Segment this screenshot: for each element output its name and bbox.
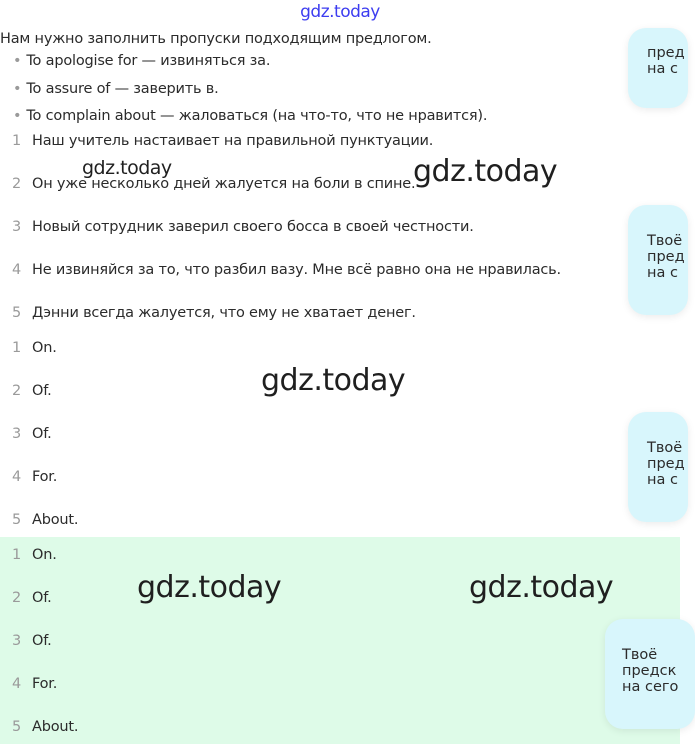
promo-line: на сего — [622, 679, 679, 695]
sentence-text: Новый сотрудник заверил своего босса в своей честности. — [32, 219, 474, 235]
sentence-number: 4 — [12, 262, 22, 278]
answer-text: On. — [32, 547, 57, 563]
bullet-item — [13, 108, 487, 124]
answer-number: 1 — [12, 547, 22, 563]
answer-number: 5 — [12, 719, 22, 735]
watermark: gdz.today — [469, 570, 614, 605]
watermark: gdz.today — [82, 157, 172, 179]
bullet-dot-icon: • — [13, 108, 22, 124]
promo-line: на с — [647, 61, 678, 77]
answer-number: 4 — [12, 676, 22, 692]
answer-text: On. — [32, 340, 57, 356]
promo-line: пред — [647, 249, 685, 265]
answer-number: 2 — [12, 590, 22, 606]
sentence-number: 5 — [12, 305, 22, 321]
promo-line: пред — [647, 456, 685, 472]
answer-text: About. — [32, 512, 79, 528]
answer-text: For. — [32, 676, 58, 692]
sentence-number: 1 — [12, 133, 22, 149]
promo-line: Твоё — [622, 647, 658, 663]
sentence-text: Наш учитель настаивает на правильной пунктуации. — [32, 133, 434, 149]
promo-line: предск — [622, 663, 677, 679]
promo-card[interactable] — [628, 412, 688, 522]
sentence-number: 2 — [12, 176, 22, 192]
bullet-text: To complain about — жаловаться (на что-то, что не нравится). — [26, 108, 488, 124]
watermark: gdz.today — [261, 363, 406, 398]
answer-number: 4 — [12, 469, 22, 485]
promo-line: на с — [647, 472, 678, 488]
sentence-text: Он уже несколько дней жалуется на боли в спине. — [32, 176, 416, 192]
bullet-text: To assure of — заверить в. — [26, 81, 219, 97]
bullet-item — [13, 53, 270, 69]
answer-text: Of. — [32, 590, 52, 606]
answer-number: 5 — [12, 512, 22, 528]
answer-text: About. — [32, 719, 79, 735]
promo-line: на с — [647, 265, 678, 281]
answer-number: 3 — [12, 633, 22, 649]
answer-number: 1 — [12, 340, 22, 356]
sentence-number: 3 — [12, 219, 22, 235]
promo-card[interactable] — [628, 28, 688, 108]
answer-text: Of. — [32, 383, 52, 399]
task-instruction: Нам нужно заполнить пропуски подходящим предлогом. — [0, 31, 432, 47]
promo-line: Твоё — [647, 440, 683, 456]
promo-line: пред — [647, 45, 685, 61]
answer-text: Of. — [32, 633, 52, 649]
site-logo[interactable]: gdz.today — [300, 2, 380, 22]
promo-line: Твоё — [647, 233, 683, 249]
answer-number: 2 — [12, 383, 22, 399]
sentence-text: Не извиняйся за то, что разбил вазу. Мне всё равно она не нравилась. — [32, 262, 561, 278]
bullet-item — [13, 81, 219, 97]
bullet-text: To apologise for — извиняться за. — [26, 53, 271, 69]
watermark: gdz.today — [137, 570, 282, 605]
answer-number: 3 — [12, 426, 22, 442]
answer-text: Of. — [32, 426, 52, 442]
promo-card[interactable] — [628, 205, 688, 315]
highlighted-answers-block — [0, 537, 680, 744]
promo-card[interactable] — [605, 619, 695, 729]
bullet-dot-icon: • — [13, 53, 22, 69]
answer-text: For. — [32, 469, 58, 485]
bullet-dot-icon: • — [13, 81, 22, 97]
sentence-text: Дэнни всегда жалуется, что ему не хватает денег. — [32, 305, 416, 321]
watermark: gdz.today — [413, 154, 558, 189]
